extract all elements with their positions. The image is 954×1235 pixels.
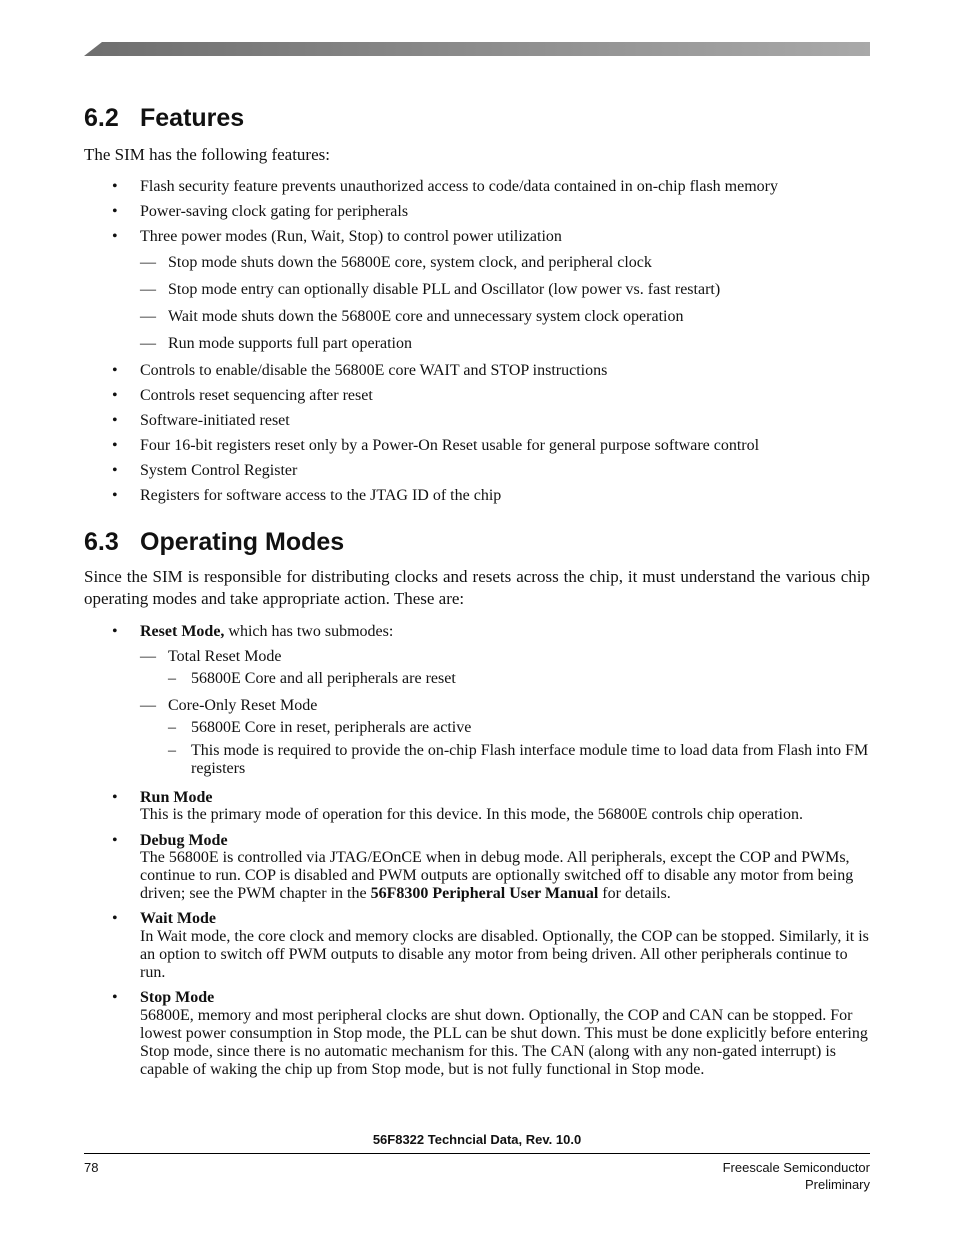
debug-mode-title: Debug Mode (140, 832, 228, 849)
section-title: Operating Modes (140, 528, 345, 556)
bullet-marker: • (112, 203, 118, 220)
bullet-marker: • (112, 789, 118, 806)
section-number: 6.3 (84, 528, 119, 556)
dash-marker: — (140, 648, 156, 665)
sub-sub-list-item: 56800E Core in reset, peripherals are active (191, 719, 472, 736)
list-item: Four 16-bit registers reset only by a Power-On Reset usable for general purpose software control (140, 437, 760, 454)
endash-marker: – (168, 742, 176, 759)
sub-list-item: Stop mode entry can optionally disable PLL and Oscillator (low power vs. fast restart) (168, 281, 721, 298)
dash-marker: — (140, 254, 156, 271)
dash-marker: — (140, 335, 156, 352)
wait-mode-title: Wait Mode (140, 910, 216, 927)
section-heading-operating-modes (84, 528, 344, 557)
footer-status: Preliminary (804, 1177, 870, 1192)
sub-list-item: Total Reset Mode (168, 648, 282, 665)
dash-marker: — (140, 697, 156, 714)
bullet-marker: • (112, 228, 118, 245)
stop-mode-title: Stop Mode (140, 989, 215, 1006)
features-intro: The SIM has the following features: (84, 145, 330, 164)
header-decorative-bar (84, 42, 870, 56)
bullet-marker: • (112, 832, 118, 849)
list-item: Registers for software access to the JTAG ID of the chip (140, 487, 502, 504)
reset-mode-title: Reset Mode, (140, 623, 225, 640)
dash-marker: — (140, 308, 156, 325)
footer-company: Freescale Semiconductor (722, 1160, 870, 1175)
wait-mode-body: In Wait mode, the core clock and memory clocks are disabled. Optionally, the COP can be stopped. Similarly, it is an option to switch off PWM outputs to disable any motor from being driven. All other peripherals continue to run. (140, 928, 869, 981)
section-heading-features (84, 104, 244, 133)
bullet-marker: • (112, 989, 118, 1006)
list-item: Software-initiated reset (140, 412, 290, 429)
run-mode-body: This is the primary mode of operation for this device. In this mode, the 56800E controls chip operation. (140, 806, 803, 823)
dash-marker: — (140, 281, 156, 298)
debug-mode-body (140, 849, 870, 903)
sub-list-item: Core-Only Reset Mode (168, 697, 318, 714)
operating-modes-intro: Since the SIM is responsible for distributing clocks and resets across the chip, it must understand the various chip operating modes and take appropriate action. These are: (84, 567, 870, 608)
bullet-marker: • (112, 178, 118, 195)
list-item: Flash security feature prevents unauthorized access to code/data contained in on-chip flash memory (140, 178, 778, 195)
section-number: 6.2 (84, 104, 119, 132)
page-number: 78 (84, 1160, 99, 1175)
manual-reference: 56F8300 Peripheral User Manual (370, 885, 599, 902)
endash-marker: – (168, 719, 176, 736)
run-mode-title: Run Mode (140, 789, 213, 806)
debug-mode-text: The 56800E is controlled via JTAG/EOnCE when in debug mode. All peripherals, except the COP and PWMs, continue to run. COP is disabled and PWM outputs are optionally switched off to disable any motor from being driven; see the PWM chapter in the (140, 849, 854, 902)
bullet-marker: • (112, 362, 118, 379)
bullet-marker: • (112, 462, 118, 479)
sub-list-item: Run mode supports full part operation (168, 335, 412, 352)
footer-document-title: 56F8322 Techncial Data, Rev. 10.0 (372, 1132, 582, 1147)
list-item: System Control Register (140, 462, 298, 479)
list-item: Power-saving clock gating for peripherals (140, 203, 409, 220)
list-item: Controls reset sequencing after reset (140, 387, 373, 404)
reset-mode-item (140, 623, 393, 641)
endash-marker: – (168, 670, 176, 687)
bullet-marker: • (112, 910, 118, 927)
list-item: Three power modes (Run, Wait, Stop) to control power utilization (140, 228, 562, 245)
sub-list-item: Stop mode shuts down the 56800E core, system clock, and peripheral clock (168, 254, 652, 271)
stop-mode-body: 56800E, memory and most peripheral clocks are shut down. Optionally, the COP and CAN can be stopped. For lowest power consumption in Stop mode, the PLL can be shut down. This must be done explicitly before entering Stop mode, since there is no automatic mechanism for this. The CAN (along with any non-gated interrupt) is capable of waking the chip up from Stop mode, but is not fully functional in Stop mode. (140, 1007, 868, 1078)
bullet-marker: • (112, 623, 118, 640)
footer-divider (84, 1153, 870, 1154)
sub-sub-list-item: 56800E Core and all peripherals are reset (191, 670, 456, 687)
section-title: Features (140, 104, 245, 132)
bullet-marker: • (112, 387, 118, 404)
bullet-marker: • (112, 437, 118, 454)
debug-mode-tail: for details. (598, 885, 671, 902)
bullet-marker: • (112, 412, 118, 429)
reset-mode-text: which has two submodes: (224, 623, 394, 640)
bullet-marker: • (112, 487, 118, 504)
list-item: Controls to enable/disable the 56800E core WAIT and STOP instructions (140, 362, 608, 379)
sub-list-item: Wait mode shuts down the 56800E core and unnecessary system clock operation (168, 308, 684, 325)
sub-sub-list-item: This mode is required to provide the on-chip Flash interface module time to load data from Flash into FM registers (191, 742, 869, 777)
